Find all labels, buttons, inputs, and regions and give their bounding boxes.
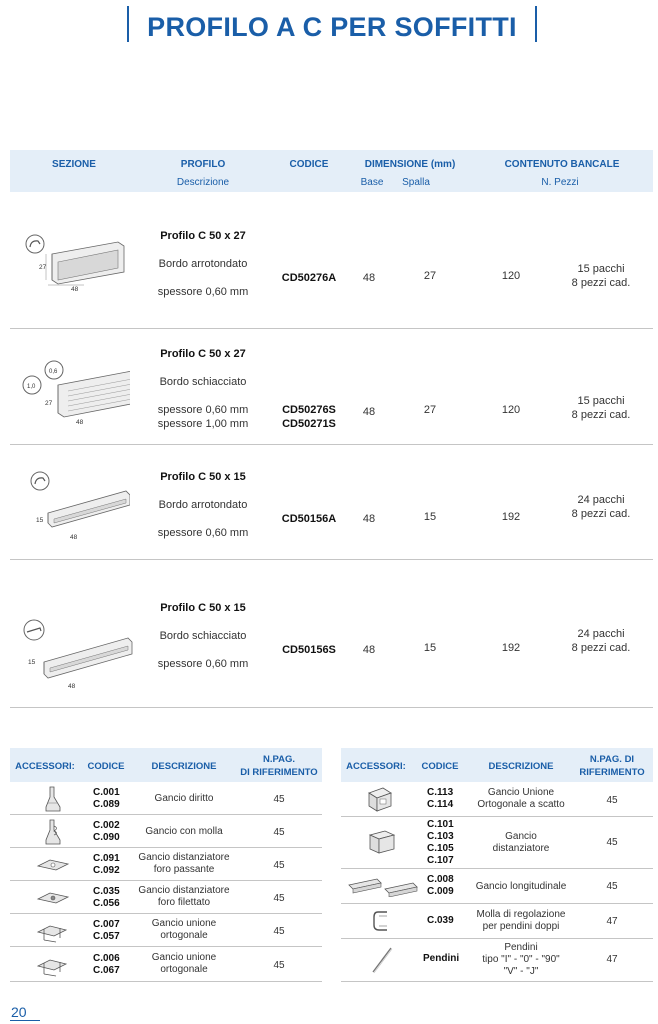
longitudinal-joint-icon [347, 875, 419, 897]
accessory-page: 45 [273, 794, 285, 805]
profile-thickness: spessore 0,60 mm [157, 527, 249, 539]
pallet-pieces: 120 [501, 404, 521, 416]
orthogonal-joint-icon [34, 918, 70, 944]
accessory-desc: Gancio unione [151, 952, 217, 963]
header-sezione: SEZIONE [52, 159, 96, 170]
header-descrizione: DESCRIZIONE [488, 761, 554, 772]
accessory-page: 45 [606, 881, 618, 892]
profile-desc: Bordo schiacciato [159, 630, 247, 642]
dim-height-label: 27 [39, 264, 47, 271]
accessory-row [10, 914, 322, 947]
dim-base: 48 [362, 644, 376, 656]
accessory-page: 45 [273, 926, 285, 937]
product-code: CD50156A [281, 513, 337, 525]
accessory-desc: Ortogonale a scatto [477, 799, 565, 810]
accessory-code: C.103 [427, 831, 454, 842]
dim-width-label: 48 [68, 683, 76, 690]
accessory-page: 47 [606, 916, 618, 927]
accessory-row [10, 782, 322, 815]
accessory-desc: ortogonale [160, 964, 208, 975]
accessory-row [10, 848, 322, 881]
accessory-row [10, 947, 322, 982]
header-dimensione: DIMENSIONE (mm) [364, 159, 456, 170]
accessory-code: C.107 [427, 855, 454, 866]
header-profilo: PROFILO [180, 159, 226, 170]
pallet-pieces-per-pack: 8 pezzi cad. [571, 642, 631, 654]
header-codice: CODICE [87, 761, 125, 772]
pallet-packs: 24 pacchi [577, 494, 625, 506]
accessory-code: C.113 [427, 787, 454, 798]
profile-section-drawing [18, 469, 130, 544]
product-code: CD50156S [282, 644, 336, 656]
spring-hanger-icon [42, 818, 64, 846]
profile-name: Profilo C 50 x 27 [160, 230, 246, 242]
accessory-code: C.057 [93, 931, 120, 942]
profile-desc: Bordo schiacciato [159, 376, 247, 388]
accessory-code: C.067 [93, 965, 120, 976]
pallet-packs: 24 pacchi [577, 628, 625, 640]
header-spalla: Spalla [402, 177, 430, 188]
adjustment-spring-icon [371, 909, 393, 933]
profile-row [10, 560, 653, 708]
accessory-code: C.009 [427, 886, 454, 897]
product-code: CD50276A [281, 272, 337, 284]
profile-section-drawing [18, 357, 130, 427]
snap-joint-icon [365, 785, 395, 813]
profile-thickness: spessore 0,60 mm [157, 658, 249, 670]
pallet-pieces-per-pack: 8 pezzi cad. [571, 409, 631, 421]
spacer-hook-threaded-icon [36, 889, 70, 907]
dim-spalla: 15 [423, 511, 437, 523]
profile-row [10, 192, 653, 329]
header-npag: N.PAG. DI [589, 754, 635, 765]
header-npag-rif: RIFERIMENTO [579, 767, 645, 778]
profile-row [10, 329, 653, 445]
dim-height-label: 15 [36, 517, 44, 524]
accessory-desc: distanziatore [492, 843, 550, 854]
main-table-header [10, 150, 653, 192]
accessory-code: C.039 [427, 915, 454, 926]
pallet-packs: 15 pacchi [577, 395, 625, 407]
accessory-code: C.092 [93, 865, 120, 876]
accessory-code: C.008 [427, 874, 454, 885]
accessory-code: C.056 [93, 898, 120, 909]
accessory-desc: Gancio con molla [145, 826, 223, 837]
accessory-desc: foro filettato [157, 897, 211, 908]
accessory-row [341, 817, 653, 869]
dim-height-label: 27 [45, 400, 53, 407]
orthogonal-joint-icon [34, 952, 70, 978]
header-npag-rif: DI RIFERIMENTO [240, 767, 318, 778]
profile-section-drawing [14, 616, 136, 692]
dim-thickness-label: 1,0 [27, 384, 36, 390]
pallet-packs: 15 pacchi [577, 263, 625, 275]
accessory-code: C.001 [93, 787, 120, 798]
dim-spalla: 15 [423, 642, 437, 654]
product-code: CD50276S [282, 404, 336, 416]
dim-base: 48 [362, 406, 376, 418]
accessory-row [10, 881, 322, 914]
profile-desc: Bordo arrotondato [158, 258, 248, 270]
header-npag: N.PAG. [262, 754, 296, 765]
spacer-hook-through-icon [36, 856, 70, 874]
pallet-pieces: 192 [501, 642, 521, 654]
accessory-desc: Gancio longitudinale [475, 881, 567, 892]
dim-width-label: 48 [71, 286, 79, 292]
accessory-desc: Gancio [505, 831, 537, 842]
accessory-desc: Gancio distanziatore [138, 852, 230, 863]
accessory-code: C.006 [93, 953, 120, 964]
accessory-page: 45 [606, 837, 618, 848]
profile-row [10, 445, 653, 560]
accessory-row [341, 782, 653, 817]
dim-height-label: 15 [28, 659, 36, 666]
dim-thickness-label: 0,6 [49, 369, 58, 375]
accessory-page: 47 [606, 954, 618, 965]
accessory-page: 45 [606, 795, 618, 806]
profile-desc: Bordo arrotondato [158, 499, 248, 511]
accessory-page: 45 [273, 893, 285, 904]
accessory-page: 45 [273, 960, 285, 971]
product-code: CD50271S [282, 418, 336, 430]
pallet-pieces-per-pack: 8 pezzi cad. [571, 277, 631, 289]
profile-thickness: spessore 0,60 mm [157, 286, 249, 298]
profile-thickness: spessore 1,00 mm [157, 418, 249, 430]
hanger-rod-icon [369, 945, 395, 975]
accessory-code: Pendini [423, 953, 460, 964]
accessory-desc: Pendini [504, 942, 538, 953]
accessory-row [341, 904, 653, 939]
header-contenuto: CONTENUTO BANCALE [504, 159, 620, 170]
page-title: PROFILO A C PER SOFFITTI [147, 12, 517, 42]
header-profilo-sub: Descrizione [176, 177, 230, 188]
accessory-desc: Gancio distanziatore [138, 885, 230, 896]
header-descrizione: DESCRIZIONE [151, 761, 217, 772]
accessory-code: C.101 [427, 819, 454, 830]
accessory-desc: foro passante [153, 864, 215, 875]
header-accessori: ACCESSORI: [15, 761, 75, 772]
accessory-row [341, 939, 653, 982]
profile-name: Profilo C 50 x 15 [160, 602, 246, 614]
dim-spalla: 27 [423, 270, 437, 282]
accessory-code: C.105 [427, 843, 454, 854]
header-base: Base [360, 177, 384, 188]
dim-width-label: 48 [76, 419, 84, 426]
title-frame [127, 6, 537, 42]
accessory-page: 45 [273, 827, 285, 838]
accessory-desc: tipo "I" - "0" - "90" [482, 954, 560, 965]
header-codice: CODICE [421, 761, 459, 772]
accessory-desc: Gancio unione [151, 918, 217, 929]
accessory-page: 45 [273, 860, 285, 871]
accessory-code: C.090 [93, 832, 120, 843]
pallet-pieces: 120 [501, 270, 521, 282]
accessory-desc: Gancio Unione [487, 787, 555, 798]
accessory-code: C.091 [93, 853, 120, 864]
accessory-desc: per pendini doppi [482, 921, 560, 932]
header-codice: CODICE [289, 159, 329, 170]
accessory-code: C.007 [93, 919, 120, 930]
pallet-pieces: 192 [501, 511, 521, 523]
page-number: 20 [11, 1004, 27, 1020]
header-npezzi: N. Pezzi [541, 177, 579, 188]
accessory-desc: Gancio diritto [154, 793, 214, 804]
accessory-row [341, 869, 653, 904]
accessory-code: C.002 [93, 820, 120, 831]
accessories-right-header [341, 748, 653, 782]
dim-spalla: 27 [423, 404, 437, 416]
accessory-code: C.035 [93, 886, 120, 897]
spacer-bracket-icon [367, 829, 397, 857]
accessory-row [10, 815, 322, 848]
header-accessori: ACCESSORI: [346, 761, 406, 772]
dim-base: 48 [362, 272, 376, 284]
pallet-pieces-per-pack: 8 pezzi cad. [571, 508, 631, 520]
accessory-desc: Molla di regolazione [476, 909, 566, 920]
straight-hanger-icon [42, 785, 64, 813]
accessory-desc: ortogonale [160, 930, 208, 941]
accessory-desc: "V" - "J" [503, 966, 539, 977]
dim-width-label: 48 [70, 534, 78, 541]
accessory-code: C.089 [93, 799, 120, 810]
accessories-left-header [10, 748, 322, 782]
profile-thickness: spessore 0,60 mm [157, 404, 249, 416]
page-number-underline [10, 1020, 40, 1021]
profile-name: Profilo C 50 x 27 [160, 348, 246, 360]
accessory-code: C.114 [427, 799, 454, 810]
profile-section-drawing [18, 232, 130, 292]
profile-name: Profilo C 50 x 15 [160, 471, 246, 483]
dim-base: 48 [362, 513, 376, 525]
